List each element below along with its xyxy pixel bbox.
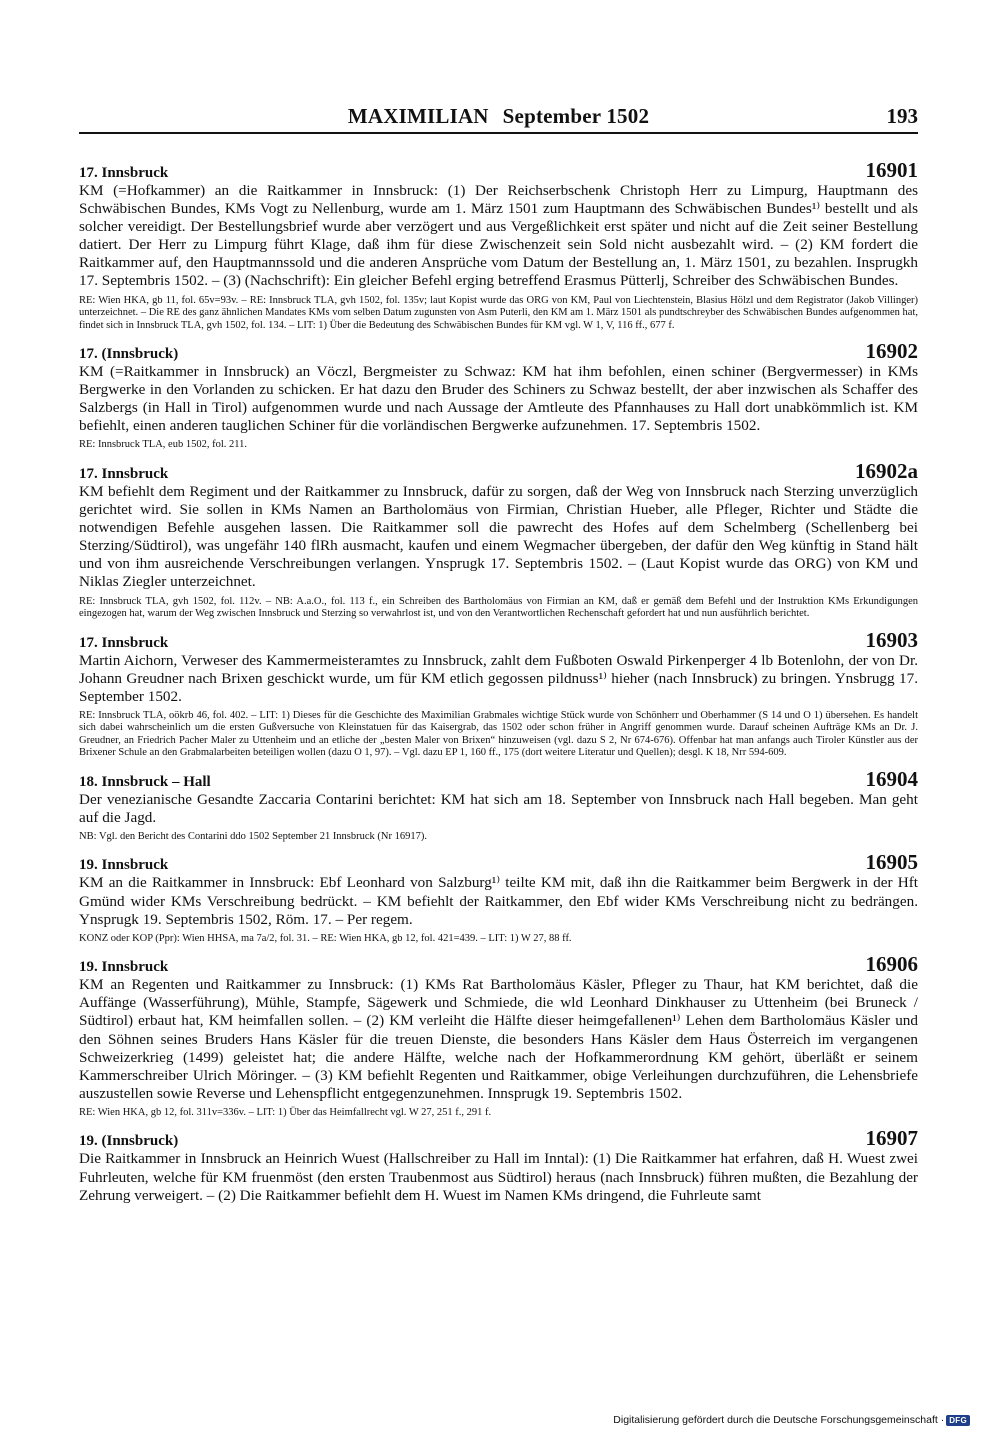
entry-number: 16902a [855, 458, 918, 483]
entry-number: 16905 [865, 850, 918, 875]
entry-date: 19. (Innsbruck) [79, 1133, 179, 1150]
entry-note: RE: Innsbruck TLA, eub 1502, fol. 211. [79, 439, 247, 451]
entry-heading [79, 341, 918, 363]
entry-note: RE: Innsbruck TLA, gvh 1502, fol. 112v. – NB: A.a.O., fol. 113 f., ein Schreiben des Bartholomäus von Firmian an KM, daß er gemäß dem Befehl und der Instruktion KMs Erkundigungen eingezogen hat, warum der Weg zwischen Innsbruck und Sterzing so verwahrlost ist, und von den Verantwortlichen Rechenschaft gefordert hat und nun ausführlich berichtet. [79, 595, 918, 619]
entry-body: KM befiehlt dem Regiment und der Raitkammer zu Innsbruck, dafür zu sorgen, daß der Weg von Innsbruck nach Sterzing unverzüglich gerichtet wird. Sie sollen in KMs Namen an Bartholomäus von Firmian, Christian Hueber, alle Pfleger, Richter und Städte die notwendigen Befehle ausgehen lassen. Die Raitkammer soll die pawrecht des Hofes auf dem Schelmberg (Schellenberg bei Sterzing/Südtirol), was ungefähr 140 flRh ausmacht, kaufen und einem Wegmacher übergeben, der dafür den Weg künftig in Stand hält und von ihm ausreichende Verschreibungen verlangen. Ynsprugk 17. Septembris 1502. – (Laut Kopist wurde das ORG) von KM und Niklas Ziegler unterzeichnet. [79, 482, 918, 591]
entry-body: KM (=Raitkammer in Innsbruck) an Vöczl, Bergmeister zu Schwaz: KM hat ihm befohlen, einen schiner (Bergvermesser) in KMs Bergwerke in den Vorlanden zu schicken. Er hat dazu den Bruder des Schiners zu Schwaz bestellt, der aber inzwischen als Schaffer des Salzbergs (in Hall in Tirol) aufgenommen wurde und nach Aussage der Amtleute des Pfannhauses zu Hall dort unabkömmlich ist. KM befiehlt, einen anderen tauglichen Schiner für die vorländischen Bergwerke aufzunehmen. 17. Septembris 1502. [79, 363, 918, 435]
dfg-logo-icon: DFG [946, 1415, 970, 1426]
entry-date: 18. Innsbruck – Hall [79, 773, 211, 790]
document-page [79, 102, 918, 1214]
entry-body: Martin Aichorn, Verweser des Kammermeisteramtes zu Innsbruck, zahlt dem Fußboten Oswald Pirkenperger 4 lb Botenlohn, der von Dr. Johann Greudner nach Brixen geschickt wurde, um für KM etlich gegossen pildnuss¹⁾ hieher (nach Innsbruck) zu bringen. Ynsbrugg 17. September 1502. [79, 651, 918, 705]
entry-date: 17. Innsbruck [79, 634, 169, 651]
running-title [79, 104, 918, 129]
entry-number: 16906 [865, 952, 918, 977]
entry-date: 19. Innsbruck [79, 959, 169, 976]
entry-note: RE: Wien HKA, gb 11, fol. 65v=93v. – RE: Innsbruck TLA, gvh 1502, fol. 135v; laut Kopist wurde das ORG von KM, Paul von Liechtenstein, Blasius Hölzl und dem Registrator (Jakob Villinger) unterzeichnet. – Die RE des ganz ähnlichen Mandates KMs vom selben Datum zugunsten von Asm Puterli, den KM am 1. März 1501 als pundtschreyber des Schwäbischen Bundes aufgenommen hat, findet sich in Innsbruck TLA, gvh 1502, fol. 134. – LIT: 1) Über die Bedeutung des Schwäbischen Bundes für KM vgl. W 1, V, 116 ff., 677 f. [79, 294, 918, 331]
entry-body: Die Raitkammer in Innsbruck an Heinrich Wuest (Hallschreiber zu Hall im Inntal): (1) Die Raitkammer hat erfahren, daß H. Wuest zwei Fuhrleuten, welche für KM fruenmöst (den ersten Traubenmost aus Südtirol) heraus (nach Innsbruck) führen mußten, die Bezahlung der Zehrung verweigert. – (2) Die Raitkammer befiehlt dem H. Wuest im Namen KMs dringend, die Fuhrleute samt [79, 1150, 918, 1204]
entry-heading [79, 458, 918, 483]
entry-date: 19. Innsbruck [79, 857, 169, 874]
running-header [79, 102, 918, 134]
entry-body: KM an die Raitkammer in Innsbruck: Ebf Leonhard von Salzburg¹⁾ teilte KM mit, daß ihn die Raitkammer beim Bergwerk in der Hft Gmünd wider KMs Verschreibung bedrückt. – KM befiehlt der Raitkammer, den Ebf wider KMs Verschreibung nicht zu bedrängen. Ynsprugk 19. Septembris 1502, Röm. 17. – Per regem. [79, 874, 918, 928]
entry-note: RE: Innsbruck TLA, oökrb 46, fol. 402. – LIT: 1) Dieses für die Geschichte des Maximilian Grabmales wichtige Stück wurde von Schönherr und Oberhammer (S 14 und O 1) übersehen. Es handelt sich dabei wahrscheinlich um die ersten Gußversuche von Kleinstatuen für das Kaisergrab, das 1502 oder schon früher in Angriff genommen wurde. Darauf scheinen Aufträge KMs an Dr. J. Greudner, an Friedrich Pacher Maler zu Uttenheim und an etliche der „besten Maler von Brixen“ hinzuweisen (vgl. dazu S 2, Nr 674-676). Offenbar hat man anfangs auch Tiroler Künstler aus der Brixener Schule an den Grabmalarbeiten beteiligen wollen (dazu O 1, 97). – Vgl. dazu EP 1, 160 ff., 175 (dort weitere Literatur und Quellen); desgl. K 18, Nrr 594-609. [79, 709, 918, 759]
entry [79, 1128, 918, 1204]
entry-number: 16902 [865, 339, 918, 364]
entry-note: NB: Vgl. den Bericht des Contarini ddo 1502 September 21 Innsbruck (Nr 16917). [79, 830, 428, 842]
entry-number: 16903 [865, 627, 918, 652]
entry [79, 458, 918, 621]
entry-body: Der venezianische Gesandte Zaccaria Contarini berichtet: KM hat sich am 18. September von Innsbruck nach Hall begeben. Man geht auf die Jagd. [79, 790, 918, 826]
entry-body: KM an Regenten und Raitkammer zu Innsbruck: (1) KMs Rat Bartholomäus Käsler, Pfleger zu Thaur, hat KM berichtet, daß die Auffänge (Wasserführung), Mühle, Stampfe, Sägewerk und Schmiede, die wld Leonhard Dinkhauser zu Uttenheim (bei Bruneck / Südtirol) erbaut hat, KM heimfallen sollen. – (2) KM verleiht die Hälfte dieser heimgefallenen¹⁾ Lehen dem Bartholomäus Käsler und den Söhnen seines Bruders Hans Käsler für die treuen Dienste, die besonders Hans Käsler dem Haus Österreich im vergangenen Schweizerkrieg (1499) geleistet hat; die andere Hälfte, welche nach der Hofkammerordnung KM gehört, überläßt er seinem Kammerschreiber Ulrich Möringer. – (3) KM befiehlt Regenten und Raitkammer, obige Verleihungen durchzuführen, die Lehensbriefe auszustellen sowie Reverse und Lehenspflicht entgegenzunehmen. Innsprugk 19. Septembris 1502. [79, 976, 918, 1102]
funding-footer [613, 1414, 970, 1426]
entry [79, 341, 918, 452]
entry-date: 17. Innsbruck [79, 465, 169, 482]
entry [79, 766, 918, 844]
entry [79, 852, 918, 945]
entry-number: 16901 [865, 158, 918, 182]
entry-heading [79, 160, 918, 182]
entry-body: KM (=Hofkammer) an die Raitkammer in Innsbruck: (1) Der Reichserbschenk Christoph Herr zu Limpurg, Hauptmann des Schwäbischen Bundes, KMs Vogt zu Nellenburg, wurde am 1. März 1501 zum Hauptmann des Schwäbischen Bundes¹⁾ bestellt und als solcher vereidigt. Der Bestellungsbrief wurde aber verzögert und aus Vergeßlichkeit erst später und nicht auf die Zeit seiner Bestellung datiert. Der Herr zu Limpurg führt Klage, daß ihm für diese Zwischenzeit sein Sold nicht ausbezahlt wird. – (2) KM fordert die Raitkammer auf, den Hauptmannssold und die anderen Ansprüche vom Datum der Bestellung an, 1. März 1501, zu bezahlen. Insprugkh 17. Septembris 1502. – (3) (Nachschrift): Ein gleicher Befehl erging betreffend Erasmus Pütterlj, Schreiber des Schwäbischen Bundes. [79, 182, 918, 290]
entry-note: RE: Wien HKA, gb 12, fol. 311v=336v. – LIT: 1) Über das Heimfallrecht vgl. W 27, 251 f., 291 f. [79, 1106, 492, 1118]
entry-heading [79, 627, 918, 652]
entry [79, 954, 918, 1119]
entry-date: 17. Innsbruck [79, 165, 169, 181]
page-number: 193 [886, 104, 918, 128]
entry [79, 160, 918, 332]
entry-number: 16904 [865, 766, 918, 791]
entry-date: 17. (Innsbruck) [79, 346, 179, 363]
entry-number: 16907 [865, 1126, 918, 1151]
entry-note: KONZ oder KOP (Ppr): Wien HHSA, ma 7a/2, fol. 31. – RE: Wien HKA, gb 12, fol. 421=439. – LIT: 1) W 27, 88 ff. [79, 932, 572, 944]
entry [79, 627, 918, 760]
entries-list [79, 160, 918, 1205]
entry-heading [79, 954, 918, 976]
entry-heading [79, 852, 918, 874]
footer-text: Digitalisierung gefördert durch die Deutsche Forschungsgemeinschaft · [613, 1414, 945, 1426]
header-month: September 1502 [502, 104, 650, 128]
entry-heading [79, 1128, 918, 1150]
entry-heading [79, 766, 918, 791]
header-title: MAXIMILIAN [347, 104, 489, 128]
